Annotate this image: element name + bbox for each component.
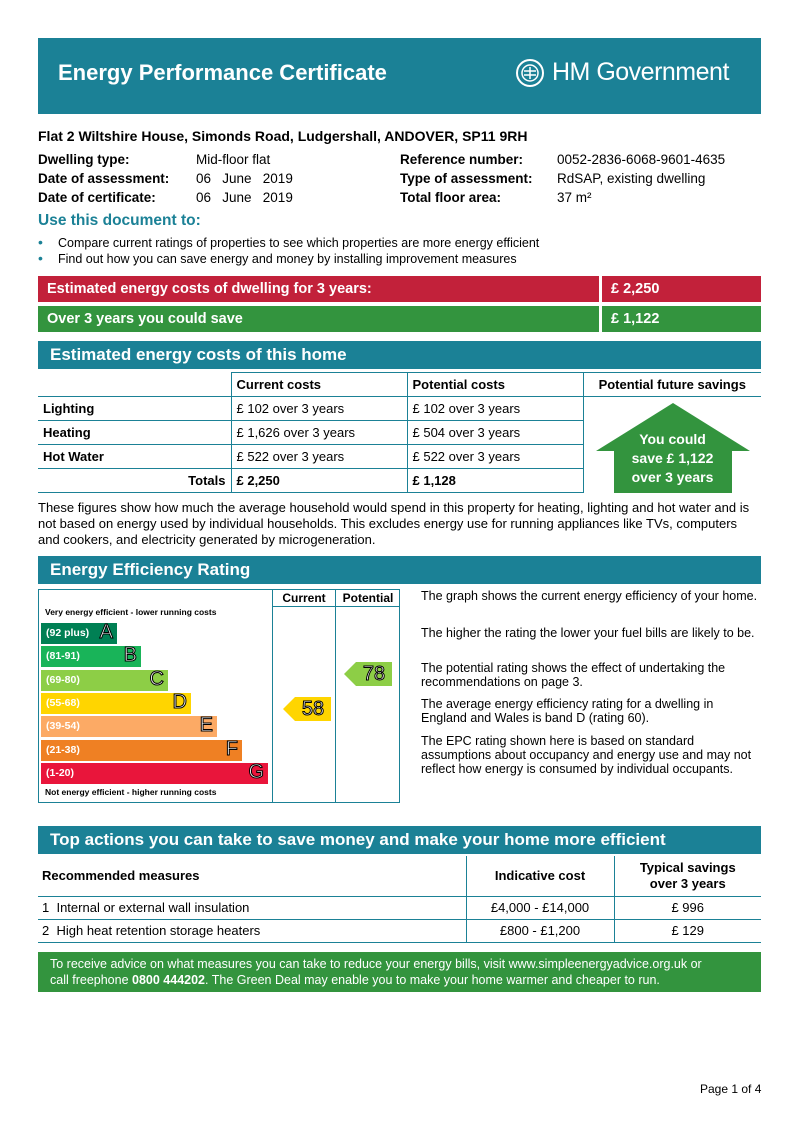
total-potential: £ 1,128 <box>407 469 583 493</box>
rating-band-e <box>41 716 217 737</box>
row-name: Hot Water <box>38 445 231 469</box>
rating-paragraph: The higher the rating the lower your fuel bills are likely to be. <box>421 626 755 640</box>
freephone-number: 0800 444202 <box>132 973 206 987</box>
rating-band-g <box>41 760 268 784</box>
rating-band-d <box>41 690 191 714</box>
costs-table <box>38 372 761 493</box>
detail-value: 06 June 2019 <box>196 190 293 205</box>
rating-heading: Energy Efficiency Rating <box>38 556 761 584</box>
col-cost: Indicative cost <box>466 856 614 896</box>
arrow-text: save £ 1,122 <box>631 450 714 466</box>
action-cost: £4,000 - £14,000 <box>466 896 614 919</box>
detail-value: 0052-2836-6068-9601-4635 <box>557 152 726 167</box>
detail-label: Dwelling type: <box>38 152 130 167</box>
rating-paragraph: The potential rating shows the effect of undertaking the recommendations on page 3. <box>421 661 726 689</box>
total-current: £ 2,250 <box>231 469 407 493</box>
arrow-text: over 3 years <box>631 469 714 485</box>
detail-value: 06 June 2019 <box>196 171 293 186</box>
totals-label: Totals <box>38 469 231 493</box>
rating-chart <box>38 589 400 803</box>
band-range: (55-68) <box>46 696 80 709</box>
bullet-icon: • <box>38 234 43 250</box>
actions-heading: Top actions you can take to save money and make your home more efficient <box>38 826 761 854</box>
row-potential: £ 102 over 3 years <box>407 397 583 421</box>
brand-name: HM Government <box>552 58 729 86</box>
details-right <box>400 152 725 209</box>
estimated-cost-label: Estimated energy costs of dwelling for 3 years: <box>38 276 599 302</box>
rating-band-a <box>41 623 117 644</box>
band-range: (21-38) <box>46 743 80 756</box>
rating-band-b <box>41 646 141 667</box>
band-range: (1-20) <box>46 766 75 779</box>
save-label: Over 3 years you could save <box>38 306 599 332</box>
band-range: (92 plus) <box>46 627 90 639</box>
bullet-item: • Compare current ratings of properties to see which properties are more energy efficient <box>38 234 540 250</box>
page-number: Page 1 of 4 <box>700 1082 762 1096</box>
rating-band-f <box>41 737 242 761</box>
detail-label: Date of certificate: <box>38 190 156 205</box>
col-savings: Typical savings over 3 years <box>614 856 761 896</box>
rating-top-note: Very energy efficient - lower running costs <box>45 607 217 617</box>
property-address: Flat 2 Wiltshire House, Simonds Road, Ludgershall, ANDOVER, SP11 9RH <box>38 128 528 144</box>
current-rating-arrow <box>283 697 331 721</box>
bullet-icon: • <box>38 250 43 266</box>
row-current: £ 1,626 over 3 years <box>231 421 407 445</box>
rating-paragraph: The graph shows the current energy efficiency of your home. <box>421 589 758 603</box>
col-measures: Recommended measures <box>38 856 466 896</box>
rating-col-potential: Potential <box>342 591 394 605</box>
row-current: £ 102 over 3 years <box>231 397 407 421</box>
use-document-heading: Use this document to: <box>38 212 201 229</box>
detail-label: Type of assessment: <box>400 171 533 186</box>
estimated-cost-value: £ 2,250 <box>602 276 761 302</box>
potential-rating-arrow <box>344 662 392 686</box>
rating-bottom-note: Not energy efficient - higher running costs <box>45 787 217 797</box>
band-letter: B <box>123 644 137 667</box>
detail-label: Date of assessment: <box>38 171 170 186</box>
details-left <box>38 152 293 209</box>
detail-value: Mid-floor flat <box>196 152 271 167</box>
detail-value: RdSAP, existing dwelling <box>557 171 706 186</box>
band-letter: E <box>199 714 213 737</box>
action-measure: 2 High heat retention storage heaters <box>38 919 466 942</box>
savings-arrow-cell <box>583 397 761 493</box>
detail-label: Reference number: <box>400 152 524 167</box>
costs-note: These figures show how much the average household would spend in this property for heating, lighting and hot water and is not based on energy used by individual households. This excludes energy use for running appliances like TVs, computers and cookers, and electricity generated by microgeneration. <box>38 500 750 547</box>
actions-table <box>38 856 761 943</box>
row-name: Lighting <box>38 397 231 421</box>
row-potential: £ 522 over 3 years <box>407 445 583 469</box>
page-title: Energy Performance Certificate <box>58 60 387 85</box>
row-potential: £ 504 over 3 years <box>407 421 583 445</box>
rating-paragraph: The average energy efficiency rating for a dwelling in England and Wales is band D (rating 60). <box>421 697 714 725</box>
action-measure: 1 Internal or external wall insulation <box>38 896 466 919</box>
bullet-item: • Find out how you can save energy and money by installing improvement measures <box>38 250 517 266</box>
advice-footer: To receive advice on what measures you can take to reduce your energy bills, visit www.simpleenergyadvice.org.uk or call freephone 0800 444202. The Green Deal may enable you to make your home warmer and cheaper to run. <box>38 952 761 992</box>
current-rating-value: 58 <box>301 698 325 720</box>
band-range: (69-80) <box>46 673 80 686</box>
row-name: Heating <box>38 421 231 445</box>
save-value: £ 1,122 <box>602 306 761 332</box>
band-letter: A <box>99 621 113 643</box>
rating-paragraph: The EPC rating shown here is based on standard assumptions about occupancy and energy use and may not reflect how energy is consumed by individual occupants. <box>421 734 752 776</box>
royal-crest-icon <box>512 58 548 88</box>
arrow-text: You could <box>639 431 706 447</box>
action-saving: £ 129 <box>614 919 761 942</box>
band-range: (39-54) <box>46 720 80 733</box>
band-letter: G <box>248 760 264 783</box>
band-letter: D <box>172 690 187 713</box>
band-range: (81-91) <box>46 650 80 663</box>
rating-col-current: Current <box>282 591 326 605</box>
detail-value: 37 m² <box>557 190 592 205</box>
col-current: Current costs <box>231 373 407 397</box>
potential-rating-value: 78 <box>362 663 386 685</box>
detail-label: Total floor area: <box>400 190 502 205</box>
costs-heading: Estimated energy costs of this home <box>38 341 761 369</box>
action-saving: £ 996 <box>614 896 761 919</box>
row-current: £ 522 over 3 years <box>231 445 407 469</box>
band-letter: C <box>149 667 164 690</box>
rating-band-c <box>41 667 168 691</box>
col-future: Potential future savings <box>583 373 761 397</box>
action-cost: £800 - £1,200 <box>466 919 614 942</box>
band-letter: F <box>225 737 238 760</box>
col-potential: Potential costs <box>407 373 583 397</box>
